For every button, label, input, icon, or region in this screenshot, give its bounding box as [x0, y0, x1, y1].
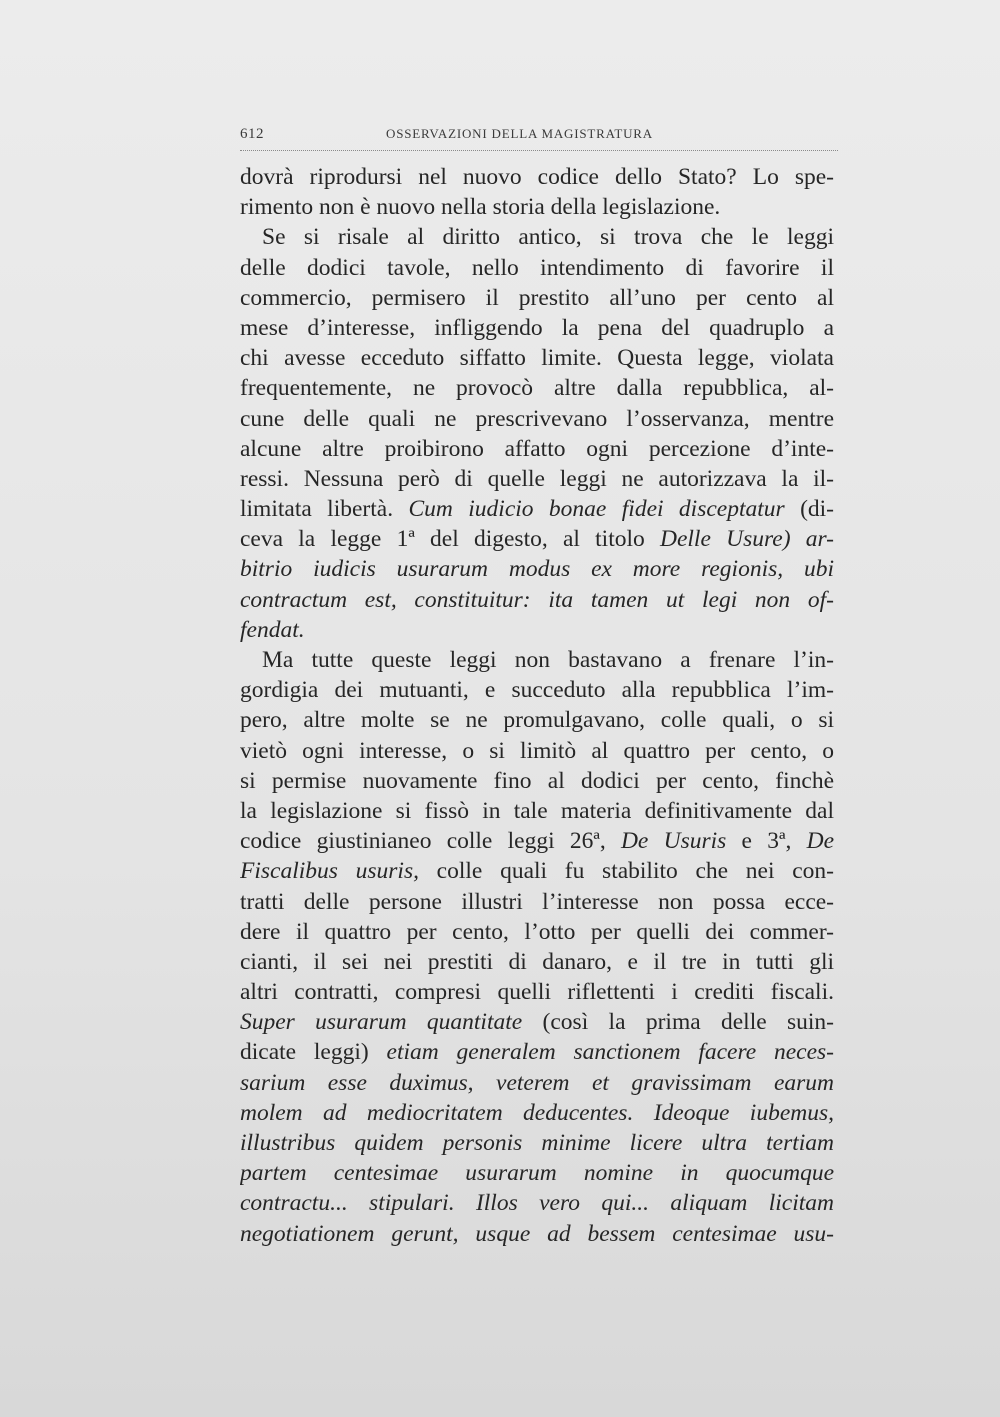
text-segment: altri contratti, compresi quelli riflettenti i crediti fiscali. [240, 979, 834, 1006]
text-line [240, 856, 834, 886]
text-line [240, 1128, 834, 1158]
text-segment: alcune altre proibirono affatto ogni percezione d’inte- [240, 435, 834, 462]
text-segment: cianti, il sei nei prestiti di danaro, e il tre in tutti gli [240, 948, 834, 975]
text-segment: codice giustinianeo colle leggi 26ª, [240, 828, 621, 855]
text-line [240, 977, 834, 1007]
text-line [240, 554, 834, 584]
text-line [240, 675, 834, 705]
body-text [240, 162, 834, 1249]
text-segment: ressi. Nessuna però di quelle leggi ne autorizzava la il- [240, 465, 834, 492]
italic-text: De Usuris [620, 828, 727, 855]
italic-text: sarium esse duximus, veterem et gravissimam earum [240, 1069, 834, 1096]
text-segment: (di- [784, 496, 834, 523]
page-number: 612 [240, 126, 264, 142]
italic-text: etiam generalem sanctionem facere neces- [386, 1039, 834, 1066]
text-line [240, 222, 834, 252]
text-line [240, 1068, 834, 1098]
text-segment: vietò ogni interesse, o si limitò al quattro per cento, o [240, 737, 834, 764]
text-line [240, 766, 834, 796]
text-line [240, 253, 834, 283]
text-line [240, 826, 834, 856]
text-line [240, 796, 834, 826]
text-line [240, 313, 834, 343]
text-line [240, 947, 834, 977]
text-segment: cune delle quali ne prescrivevano l’osservanza, mentre [240, 405, 834, 432]
text-segment: e 3ª, [726, 828, 807, 855]
italic-text: Fiscalibus usuris, [240, 858, 419, 885]
italic-text: contractum est, constituitur: ita tamen ut legi non of- [240, 586, 834, 613]
header-rule [240, 150, 838, 151]
text-segment: dicate leggi) [240, 1039, 387, 1066]
text-segment: chi avesse ecceduto siffatto limite. Questa legge, violata [240, 345, 834, 372]
text-line [240, 494, 834, 524]
text-line [240, 736, 834, 766]
italic-text: illustribus quidem personis minime licere ultra tertiam [240, 1130, 834, 1156]
text-segment: delle dodici tavole, nello intendimento di favorire il [240, 254, 834, 281]
text-line [240, 645, 834, 675]
italic-text: Super usurarum quantitate [240, 1009, 523, 1036]
italic-text: partem centesimae usurarum nomine in quocumque [240, 1160, 834, 1187]
text-line [240, 1037, 834, 1067]
text-segment: mese d’interesse, infliggendo la pena del quadruplo a [240, 314, 834, 341]
text-line [240, 585, 834, 615]
text-segment: (così la prima delle suin- [522, 1009, 834, 1036]
text-segment: frequentemente, ne provocò altre dalla repubblica, al- [240, 375, 834, 402]
text-segment: Se si risale al diritto antico, si trova che le leggi [262, 224, 834, 251]
text-line [240, 283, 834, 313]
text-line [240, 373, 834, 403]
text-segment: commercio, permisero il prestito all’uno per cento al [240, 284, 834, 311]
italic-text: bitrio iudicis usurarum modus ex more regionis, ubi [240, 556, 834, 583]
text-segment: gordigia dei mutuanti, e succeduto alla repubblica l’im- [240, 677, 834, 704]
text-line [240, 1219, 834, 1249]
text-segment: pero, altre molte se ne promulgavano, colle quali, o si [240, 707, 834, 734]
italic-text: De [806, 828, 834, 855]
text-line [240, 1098, 834, 1128]
text-segment: ceva la legge 1ª del digesto, al titolo [240, 526, 660, 553]
text-line [240, 192, 834, 222]
text-segment: dere il quattro per cento, l’otto per quelli dei commer- [240, 918, 834, 945]
text-line [240, 1158, 834, 1188]
text-segment: limitata libertà. [240, 496, 409, 523]
text-line [240, 343, 834, 373]
text-segment: rimento non è nuovo nella storia della legislazione. [240, 194, 721, 221]
text-segment: la legislazione si fissò in tale materia definitivamente dal [240, 797, 834, 824]
text-line [240, 162, 834, 192]
running-title: OSSERVAZIONI DELLA MAGISTRATURA [386, 126, 653, 141]
text-line [240, 464, 834, 494]
text-segment: Ma tutte queste leggi non bastavano a frenare l’in- [262, 647, 834, 673]
italic-text: Delle Usure) ar- [660, 526, 834, 553]
italic-text: contractu... stipulari. Illos vero qui... aliquam licitam [240, 1190, 834, 1217]
italic-text: negotiationem gerunt, usque ad bessem centesimae usu- [240, 1220, 834, 1247]
italic-text: fendat. [240, 616, 305, 643]
italic-text: Cum iudicio bonae fidei disceptatur [408, 496, 785, 523]
text-segment: tratti delle persone illustri l’interesse non possa ecce- [240, 888, 834, 915]
text-line [240, 917, 834, 947]
text-segment: colle quali fu stabilito che nei con- [418, 858, 834, 885]
text-line [240, 524, 834, 554]
text-line [240, 434, 834, 464]
text-segment: dovrà riprodursi nel nuovo codice dello Stato? Lo spe- [240, 164, 834, 190]
text-line [240, 615, 834, 645]
text-line [240, 404, 834, 434]
text-line [240, 1007, 834, 1037]
text-line [240, 887, 834, 917]
text-line [240, 705, 834, 735]
italic-text: molem ad mediocritatem deducentes. Ideoque iubemus, [240, 1099, 834, 1126]
text-line [240, 1188, 834, 1218]
text-segment: si permise nuovamente fino al dodici per cento, finchè [240, 767, 834, 794]
